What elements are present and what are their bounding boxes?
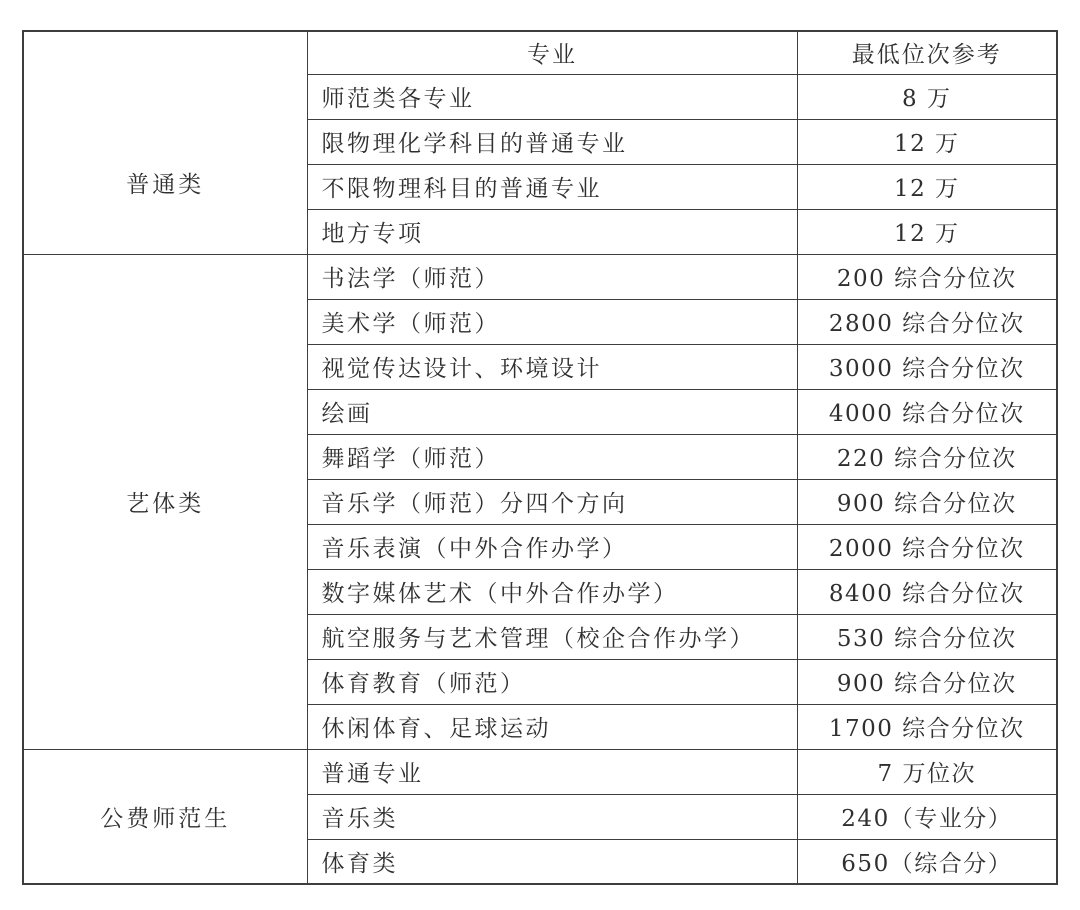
major-cell: 音乐表演（中外合作办学） — [307, 524, 797, 569]
major-cell: 师范类各专业 — [307, 74, 797, 119]
major-cell: 书法学（师范） — [307, 254, 797, 299]
rank-cell: 240（专业分） — [797, 794, 1057, 839]
rank-cell: 8400 综合分位次 — [797, 569, 1057, 614]
category-cell-funded-normal: 公费师范生 — [23, 749, 307, 884]
table-row — [23, 254, 1057, 299]
major-cell: 视觉传达设计、环境设计 — [307, 344, 797, 389]
major-cell: 绘画 — [307, 389, 797, 434]
rank-cell: 1700 综合分位次 — [797, 704, 1057, 749]
rank-cell: 12 万 — [797, 164, 1057, 209]
table-row — [23, 749, 1057, 794]
rank-cell: 200 综合分位次 — [797, 254, 1057, 299]
major-cell: 音乐学（师范）分四个方向 — [307, 479, 797, 524]
major-cell: 限物理化学科目的普通专业 — [307, 119, 797, 164]
major-cell: 航空服务与艺术管理（校企合作办学） — [307, 614, 797, 659]
rank-cell: 4000 综合分位次 — [797, 389, 1057, 434]
rank-cell: 3000 综合分位次 — [797, 344, 1057, 389]
rank-cell: 530 综合分位次 — [797, 614, 1057, 659]
major-cell: 舞蹈学（师范） — [307, 434, 797, 479]
rank-column-header: 最低位次参考 — [797, 31, 1057, 74]
admission-table — [22, 30, 1058, 885]
major-cell: 体育教育（师范） — [307, 659, 797, 704]
rank-cell: 650（综合分） — [797, 839, 1057, 884]
rank-cell: 2000 综合分位次 — [797, 524, 1057, 569]
rank-cell: 7 万位次 — [797, 749, 1057, 794]
table-header-row — [23, 31, 1057, 74]
major-column-header: 专业 — [307, 31, 797, 74]
rank-cell: 220 综合分位次 — [797, 434, 1057, 479]
rank-cell: 900 综合分位次 — [797, 659, 1057, 704]
rank-cell: 8 万 — [797, 74, 1057, 119]
major-cell: 美术学（师范） — [307, 299, 797, 344]
major-cell: 普通专业 — [307, 749, 797, 794]
major-cell: 不限物理科目的普通专业 — [307, 164, 797, 209]
major-cell: 体育类 — [307, 839, 797, 884]
rank-cell: 12 万 — [797, 209, 1057, 254]
major-cell: 音乐类 — [307, 794, 797, 839]
major-cell: 休闲体育、足球运动 — [307, 704, 797, 749]
rank-cell: 900 综合分位次 — [797, 479, 1057, 524]
category-cell-arts-sports: 艺体类 — [23, 254, 307, 749]
major-cell: 数字媒体艺术（中外合作办学） — [307, 569, 797, 614]
major-cell: 地方专项 — [307, 209, 797, 254]
rank-cell: 12 万 — [797, 119, 1057, 164]
rank-cell: 2800 综合分位次 — [797, 299, 1057, 344]
category-cell-general: 普通类 — [23, 31, 307, 254]
